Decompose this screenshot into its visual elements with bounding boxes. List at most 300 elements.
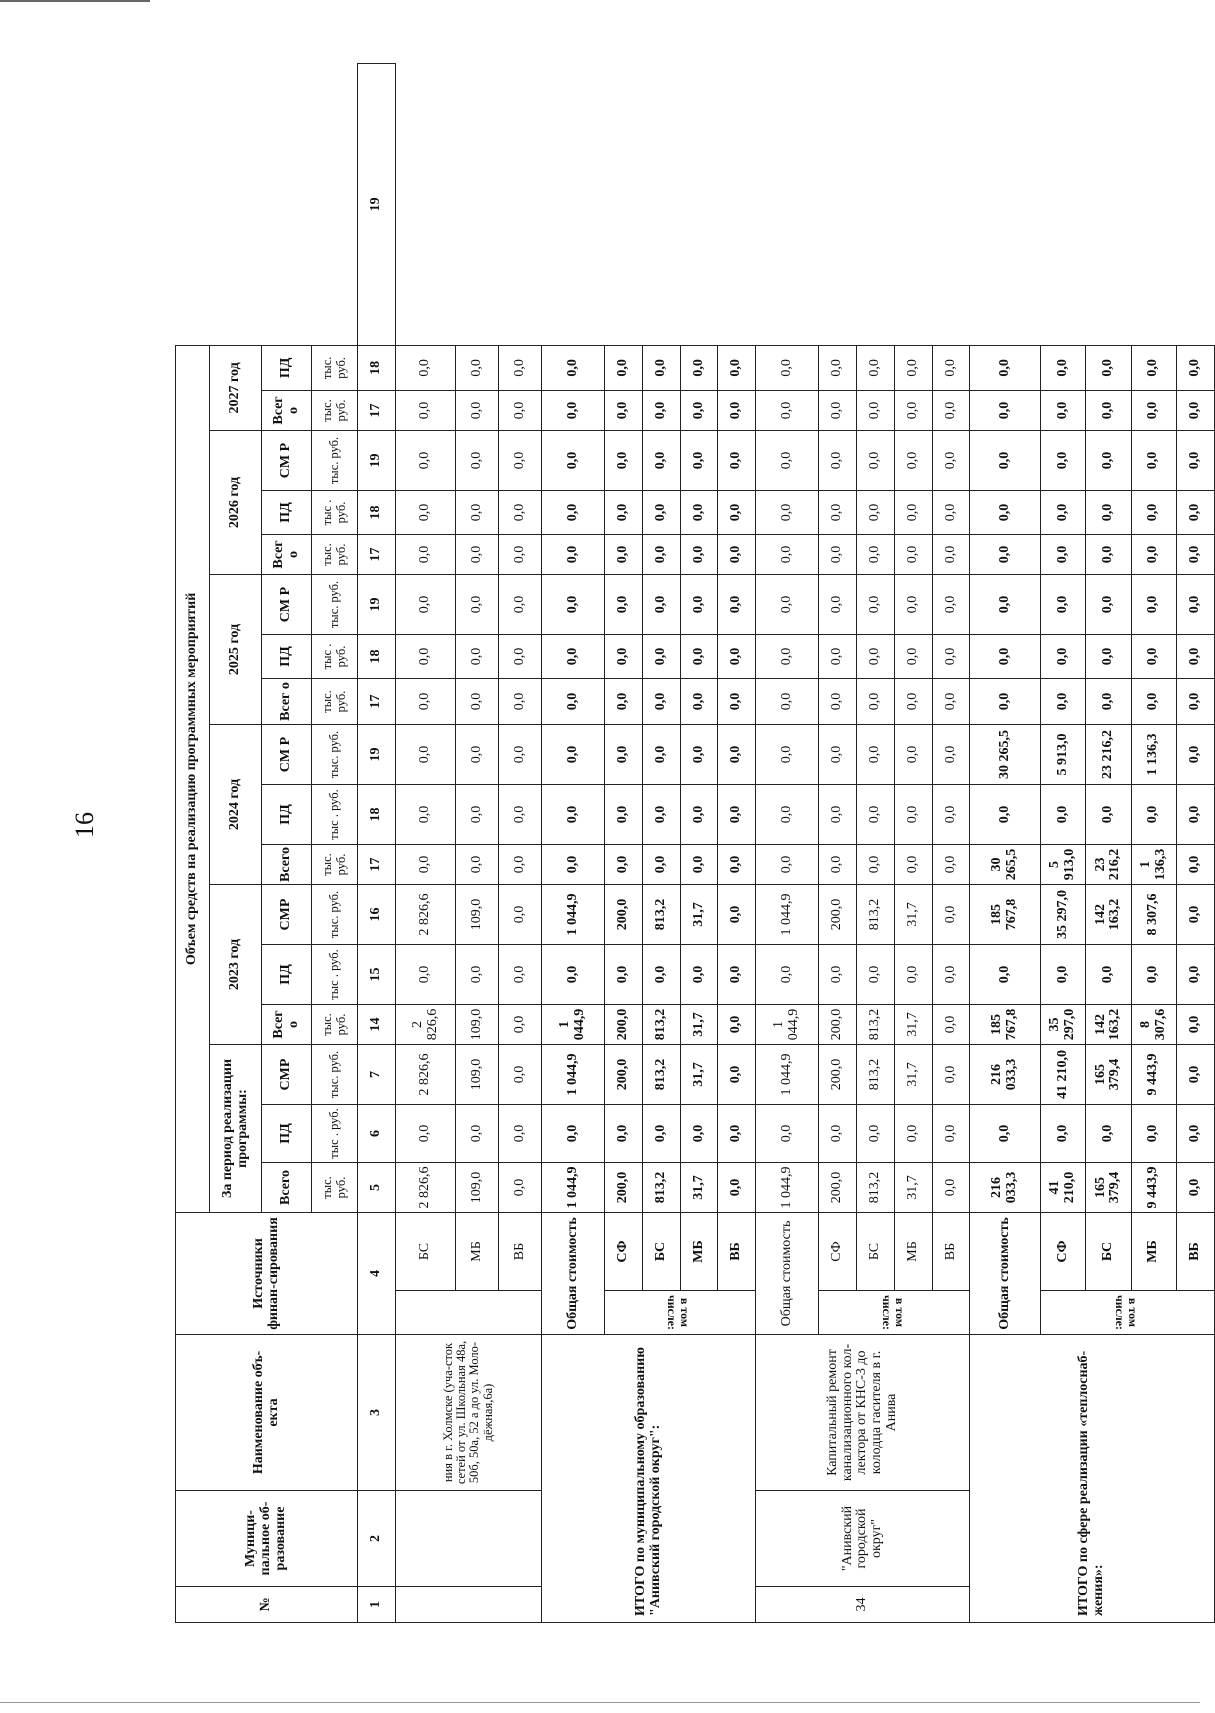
value-cell: 0,0 <box>642 944 680 1004</box>
value-cell: 23 216,2 <box>1086 724 1131 784</box>
value-cell: 0,0 <box>642 1104 680 1162</box>
value-cell: 31,7 <box>894 1162 932 1212</box>
value-cell: 0,0 <box>680 574 718 634</box>
value-cell: 0,0 <box>856 430 894 490</box>
value-cell: 31,7 <box>680 1044 718 1104</box>
value-cell: 0,0 <box>541 534 604 574</box>
unit-cell: тыс. руб. <box>312 844 358 884</box>
cell-municipality <box>395 1491 541 1587</box>
value-cell: 0,0 <box>499 534 542 574</box>
header-year-2027: 2027 год <box>210 345 262 430</box>
unit-cell: тыс. руб. <box>312 534 358 574</box>
source-cell: ВБ <box>932 1212 970 1290</box>
value-cell: 0,0 <box>604 678 642 724</box>
value-cell: 0,0 <box>718 430 756 490</box>
value-cell: 0,0 <box>819 844 857 884</box>
value-cell: 813,2 <box>856 1162 894 1212</box>
value-cell: 0,0 <box>499 844 542 884</box>
value-cell: 0,0 <box>819 724 857 784</box>
value-cell: 0,0 <box>970 944 1041 1004</box>
value-cell: 0,0 <box>932 430 970 490</box>
value-cell: 0,0 <box>970 390 1041 430</box>
value-cell: 0,0 <box>970 345 1041 390</box>
value-cell: 2 826,6 <box>395 1162 455 1212</box>
value-cell: 813,2 <box>642 884 680 944</box>
value-cell: 0,0 <box>456 574 499 634</box>
value-cell: 9 443,9 <box>1131 1162 1176 1212</box>
table-row <box>395 64 455 1623</box>
value-cell: 0,0 <box>718 634 756 678</box>
object-a-name: ния в г. Холмске (уча-сток сетей от ул. Школьная 48а, 50б, 50а, 52 а до ул. Моло-дёжная,6а) <box>395 1335 541 1491</box>
scan-edge-line <box>0 0 150 2</box>
value-cell: 0,0 <box>1040 490 1085 534</box>
sub-total: Всег о <box>262 534 312 574</box>
value-cell: 0,0 <box>1040 534 1085 574</box>
value-cell: 0,0 <box>819 534 857 574</box>
itogo-aniva-title: ИТОГО по муниципальному образованию "Анивский городской округ": <box>541 1335 755 1623</box>
value-cell: 0,0 <box>642 634 680 678</box>
source-cell: МБ <box>456 1212 499 1290</box>
sub-smr: СМ Р <box>262 574 312 634</box>
value-cell: 0,0 <box>642 490 680 534</box>
col-number: 6 <box>358 1104 396 1162</box>
value-cell: 0,0 <box>856 634 894 678</box>
value-cell: 0,0 <box>680 844 718 884</box>
value-cell: 0,0 <box>1086 430 1131 490</box>
value-cell: 0,0 <box>756 634 819 678</box>
value-cell: 0,0 <box>395 490 455 534</box>
value-cell: 0,0 <box>642 574 680 634</box>
col-number: 18 <box>358 345 396 390</box>
object-34-name: Капитальный ремонт канализационного кол-лектора от КНС-3 до колодца гасителя в г. Анива <box>756 1335 970 1491</box>
value-cell: 0,0 <box>932 1104 970 1162</box>
value-cell: 0,0 <box>856 345 894 390</box>
sub-total: Всег о <box>262 390 312 430</box>
value-cell: 0,0 <box>1040 944 1085 1004</box>
value-cell: 0,0 <box>499 345 542 390</box>
itogo-heat-title: ИТОГО по сфере реализации «теплоснаб-жения»: <box>970 1335 1215 1623</box>
value-cell: 200,0 <box>604 884 642 944</box>
page-number: 16 <box>70 812 99 838</box>
cell-no <box>395 1587 541 1623</box>
value-cell: 0,0 <box>1040 784 1085 844</box>
value-cell: 0,0 <box>718 1044 756 1104</box>
value-cell: 0,0 <box>856 844 894 884</box>
value-cell: 0,0 <box>1176 784 1214 844</box>
value-cell: 0,0 <box>1131 490 1176 534</box>
value-cell: 0,0 <box>499 1004 542 1044</box>
col-number: 1 <box>358 1587 396 1623</box>
value-cell: 0,0 <box>718 345 756 390</box>
value-cell: 2 826,6 <box>395 1004 455 1044</box>
value-cell: 41 210,0 <box>1040 1162 1085 1212</box>
value-cell: 41 210,0 <box>1040 1044 1085 1104</box>
value-cell: 0,0 <box>756 678 819 724</box>
value-cell: 0,0 <box>819 1104 857 1162</box>
value-cell: 0,0 <box>756 574 819 634</box>
value-cell: 0,0 <box>894 678 932 724</box>
header-no: № <box>176 1587 358 1623</box>
value-cell: 0,0 <box>604 844 642 884</box>
col-number: 4 <box>358 1212 396 1334</box>
value-cell: 0,0 <box>756 534 819 574</box>
value-cell: 1 136,3 <box>1131 724 1176 784</box>
source-cell: БС <box>1086 1212 1131 1290</box>
value-cell: 142 163,2 <box>1086 884 1131 944</box>
value-cell: 9 443,9 <box>1131 1044 1176 1104</box>
value-cell: 0,0 <box>642 784 680 844</box>
value-cell: 109,0 <box>456 884 499 944</box>
value-cell: 200,0 <box>819 1044 857 1104</box>
value-cell: 0,0 <box>1086 534 1131 574</box>
value-cell: 0,0 <box>970 1104 1041 1162</box>
including-label: в том числе: <box>1040 1291 1214 1335</box>
value-cell: 35 297,0 <box>1040 1004 1085 1044</box>
source-cell: МБ <box>1131 1212 1176 1290</box>
header-year-2026: 2026 год <box>210 430 262 574</box>
header-funding-source: Источники финан-сирования <box>176 1212 358 1334</box>
value-cell: 0,0 <box>894 390 932 430</box>
object-34-no: 34 <box>756 1587 970 1623</box>
value-cell: 0,0 <box>1176 345 1214 390</box>
source-cell: МБ <box>680 1212 718 1290</box>
value-cell: 0,0 <box>541 574 604 634</box>
value-cell: 0,0 <box>395 784 455 844</box>
value-cell: 0,0 <box>1131 944 1176 1004</box>
value-cell: 0,0 <box>970 784 1041 844</box>
value-cell: 0,0 <box>1176 678 1214 724</box>
value-cell: 0,0 <box>456 784 499 844</box>
value-cell: 0,0 <box>456 390 499 430</box>
value-cell: 0,0 <box>604 1104 642 1162</box>
value-cell: 0,0 <box>499 884 542 944</box>
value-cell: 0,0 <box>541 634 604 678</box>
value-cell: 0,0 <box>642 844 680 884</box>
value-cell: 0,0 <box>1086 944 1131 1004</box>
value-cell: 0,0 <box>1040 430 1085 490</box>
value-cell: 0,0 <box>894 634 932 678</box>
value-cell: 0,0 <box>1040 1104 1085 1162</box>
value-cell: 2 826,6 <box>395 884 455 944</box>
value-cell: 1 044,9 <box>756 1004 819 1044</box>
value-cell: 0,0 <box>718 534 756 574</box>
source-cell: СФ <box>1040 1212 1085 1290</box>
value-cell: 0,0 <box>1040 678 1085 724</box>
value-cell: 0,0 <box>499 724 542 784</box>
value-cell: 0,0 <box>1040 634 1085 678</box>
total-cost-label: Общая стоимость <box>970 1212 1041 1334</box>
value-cell: 0,0 <box>499 678 542 724</box>
sub-pd: ПД <box>262 784 312 844</box>
value-cell: 0,0 <box>932 1004 970 1044</box>
value-cell: 0,0 <box>970 490 1041 534</box>
value-cell: 0,0 <box>970 534 1041 574</box>
value-cell: 0,0 <box>456 490 499 534</box>
value-cell: 109,0 <box>456 1044 499 1104</box>
source-cell: СФ <box>819 1212 857 1290</box>
value-cell: 0,0 <box>604 490 642 534</box>
value-cell: 0,0 <box>894 490 932 534</box>
value-cell: 0,0 <box>1176 1162 1214 1212</box>
value-cell: 0,0 <box>604 944 642 1004</box>
value-cell: 0,0 <box>541 784 604 844</box>
value-cell: 0,0 <box>604 784 642 844</box>
cell-blank <box>395 1291 541 1335</box>
value-cell: 0,0 <box>932 390 970 430</box>
value-cell: 0,0 <box>718 884 756 944</box>
value-cell: 0,0 <box>642 534 680 574</box>
value-cell: 0,0 <box>932 574 970 634</box>
value-cell: 200,0 <box>819 1004 857 1044</box>
unit-cell: тыс. руб. <box>312 678 358 724</box>
value-cell: 0,0 <box>395 390 455 430</box>
value-cell: 0,0 <box>1086 390 1131 430</box>
value-cell: 0,0 <box>395 574 455 634</box>
value-cell: 35 297,0 <box>1040 884 1085 944</box>
unit-cell: тыс. руб. <box>312 574 358 634</box>
sub-pd: ПД <box>262 634 312 678</box>
value-cell: 8 307,6 <box>1131 884 1176 944</box>
value-cell: 0,0 <box>680 390 718 430</box>
col-number: 17 <box>358 534 396 574</box>
col-number: 18 <box>358 490 396 534</box>
value-cell: 0,0 <box>456 634 499 678</box>
value-cell: 0,0 <box>932 534 970 574</box>
header-volume: Объем средств на реализацию программных мероприятий <box>176 345 210 1212</box>
value-cell: 813,2 <box>642 1162 680 1212</box>
value-cell: 200,0 <box>819 884 857 944</box>
col-number: 14 <box>358 1004 396 1044</box>
value-cell: 0,0 <box>718 678 756 724</box>
col-number: 16 <box>358 884 396 944</box>
value-cell: 0,0 <box>1131 390 1176 430</box>
value-cell: 0,0 <box>499 944 542 1004</box>
value-cell: 0,0 <box>819 944 857 1004</box>
value-cell: 216 033,3 <box>970 1044 1041 1104</box>
value-cell: 0,0 <box>541 490 604 534</box>
value-cell: 0,0 <box>541 678 604 724</box>
value-cell: 0,0 <box>541 844 604 884</box>
value-cell: 109,0 <box>456 1004 499 1044</box>
value-cell: 165 379,4 <box>1086 1044 1131 1104</box>
value-cell: 0,0 <box>819 678 857 724</box>
value-cell: 0,0 <box>856 1104 894 1162</box>
value-cell: 0,0 <box>680 345 718 390</box>
value-cell: 0,0 <box>756 784 819 844</box>
value-cell: 0,0 <box>756 724 819 784</box>
value-cell: 0,0 <box>604 534 642 574</box>
value-cell: 0,0 <box>718 724 756 784</box>
value-cell: 200,0 <box>604 1044 642 1104</box>
value-cell: 0,0 <box>819 490 857 534</box>
value-cell: 0,0 <box>894 534 932 574</box>
value-cell: 185 767,8 <box>970 884 1041 944</box>
value-cell: 0,0 <box>499 390 542 430</box>
value-cell: 0,0 <box>642 724 680 784</box>
value-cell: 0,0 <box>932 944 970 1004</box>
value-cell: 0,0 <box>894 1104 932 1162</box>
value-cell: 0,0 <box>456 844 499 884</box>
col-number: 7 <box>358 1044 396 1104</box>
col-number: 19 <box>358 64 396 346</box>
value-cell: 0,0 <box>1086 574 1131 634</box>
value-cell: 0,0 <box>932 634 970 678</box>
value-cell: 0,0 <box>932 1162 970 1212</box>
value-cell: 0,0 <box>499 1162 542 1212</box>
value-cell: 0,0 <box>395 1104 455 1162</box>
col-number: 19 <box>358 430 396 490</box>
value-cell: 0,0 <box>642 390 680 430</box>
col-number: 17 <box>358 390 396 430</box>
value-cell: 0,0 <box>1176 844 1214 884</box>
value-cell: 23 216,2 <box>1086 844 1131 884</box>
sub-pd: ПД <box>262 345 312 390</box>
value-cell: 0,0 <box>718 1104 756 1162</box>
value-cell: 0,0 <box>456 430 499 490</box>
value-cell: 0,0 <box>541 724 604 784</box>
value-cell: 0,0 <box>718 844 756 884</box>
value-cell: 0,0 <box>718 390 756 430</box>
value-cell: 31,7 <box>894 1004 932 1044</box>
value-cell: 142 163,2 <box>1086 1004 1131 1044</box>
value-cell: 200,0 <box>604 1004 642 1044</box>
value-cell: 0,0 <box>970 574 1041 634</box>
value-cell: 0,0 <box>395 430 455 490</box>
value-cell: 0,0 <box>642 430 680 490</box>
value-cell: 0,0 <box>932 724 970 784</box>
value-cell: 0,0 <box>756 1104 819 1162</box>
value-cell: 0,0 <box>718 944 756 1004</box>
source-cell: СФ <box>604 1212 642 1290</box>
value-cell: 0,0 <box>756 390 819 430</box>
value-cell: 0,0 <box>456 534 499 574</box>
value-cell: 0,0 <box>932 784 970 844</box>
header-object-name: Наименование объ-екта <box>176 1335 358 1491</box>
col-number: 19 <box>358 724 396 784</box>
value-cell: 1 136,3 <box>1131 844 1176 884</box>
value-cell: 0,0 <box>395 345 455 390</box>
value-cell: 0,0 <box>718 784 756 844</box>
value-cell: 0,0 <box>1131 678 1176 724</box>
value-cell: 0,0 <box>499 430 542 490</box>
header-year-2023: 2023 год <box>210 884 262 1044</box>
rotated-table-wrapper <box>175 63 1215 1623</box>
value-cell: 0,0 <box>1086 1104 1131 1162</box>
col-number: 3 <box>358 1335 396 1491</box>
unit-cell: тыс. руб. <box>312 1162 358 1212</box>
value-cell: 0,0 <box>1086 784 1131 844</box>
value-cell: 200,0 <box>819 1162 857 1212</box>
value-cell: 1 044,9 <box>756 1162 819 1212</box>
value-cell: 0,0 <box>856 490 894 534</box>
value-cell: 0,0 <box>856 574 894 634</box>
unit-cell: тыс. руб. <box>312 345 358 390</box>
value-cell: 813,2 <box>856 1044 894 1104</box>
value-cell: 0,0 <box>1176 884 1214 944</box>
unit-cell: тыс. руб. <box>312 430 358 490</box>
value-cell: 1 044,9 <box>756 884 819 944</box>
value-cell: 0,0 <box>541 430 604 490</box>
sub-smr: СМ Р <box>262 430 312 490</box>
value-cell: 0,0 <box>1176 724 1214 784</box>
value-cell: 1 044,9 <box>541 1004 604 1044</box>
value-cell: 0,0 <box>680 724 718 784</box>
unit-cell: тыс . руб. <box>312 944 358 1004</box>
value-cell: 813,2 <box>642 1004 680 1044</box>
value-cell: 0,0 <box>456 678 499 724</box>
value-cell: 0,0 <box>1131 430 1176 490</box>
value-cell: 0,0 <box>970 430 1041 490</box>
value-cell: 0,0 <box>541 1104 604 1162</box>
source-cell: БС <box>395 1212 455 1290</box>
value-cell: 0,0 <box>1131 1104 1176 1162</box>
value-cell: 0,0 <box>718 574 756 634</box>
sub-total: Всего <box>262 1162 312 1212</box>
source-cell: БС <box>642 1212 680 1290</box>
value-cell: 0,0 <box>756 345 819 390</box>
col-number: 17 <box>358 844 396 884</box>
value-cell: 0,0 <box>456 345 499 390</box>
value-cell: 109,0 <box>456 1162 499 1212</box>
sub-smr: СМ Р <box>262 724 312 784</box>
value-cell: 0,0 <box>756 944 819 1004</box>
value-cell: 0,0 <box>894 345 932 390</box>
value-cell: 31,7 <box>894 884 932 944</box>
header-year-2025: 2025 год <box>210 574 262 724</box>
value-cell: 1 044,9 <box>756 1044 819 1104</box>
value-cell: 0,0 <box>1040 390 1085 430</box>
value-cell: 0,0 <box>395 724 455 784</box>
sub-total: Всего <box>262 844 312 884</box>
value-cell: 0,0 <box>604 574 642 634</box>
sub-smr: СМР <box>262 1044 312 1104</box>
unit-cell: тыс. руб. <box>312 884 358 944</box>
value-cell: 0,0 <box>1131 534 1176 574</box>
value-cell: 0,0 <box>1176 944 1214 1004</box>
value-cell: 0,0 <box>1176 430 1214 490</box>
value-cell: 0,0 <box>856 724 894 784</box>
value-cell: 813,2 <box>856 1004 894 1044</box>
value-cell: 0,0 <box>856 678 894 724</box>
table-row <box>756 64 819 1623</box>
value-cell: 216 033,3 <box>970 1162 1041 1212</box>
value-cell: 0,0 <box>604 345 642 390</box>
value-cell: 0,0 <box>395 634 455 678</box>
value-cell: 0,0 <box>932 844 970 884</box>
value-cell: 0,0 <box>604 724 642 784</box>
value-cell: 0,0 <box>1086 678 1131 724</box>
including-label: в том числе: <box>604 1291 755 1335</box>
value-cell: 0,0 <box>499 490 542 534</box>
value-cell: 0,0 <box>856 390 894 430</box>
value-cell: 0,0 <box>541 345 604 390</box>
value-cell: 30 265,5 <box>970 844 1041 884</box>
source-cell: БС <box>856 1212 894 1290</box>
sub-total: Всег о <box>262 1004 312 1044</box>
sub-smr: СМР <box>262 884 312 944</box>
value-cell: 0,0 <box>1086 634 1131 678</box>
value-cell: 0,0 <box>1176 390 1214 430</box>
object-34-municipality: "Анивский городской округ" <box>756 1491 970 1587</box>
unit-cell: тыс. руб. <box>312 1044 358 1104</box>
value-cell: 1 044,9 <box>541 1044 604 1104</box>
value-cell: 1 044,9 <box>541 1162 604 1212</box>
value-cell: 0,0 <box>1176 534 1214 574</box>
value-cell: 0,0 <box>395 678 455 724</box>
value-cell: 0,0 <box>819 345 857 390</box>
value-cell: 0,0 <box>932 678 970 724</box>
value-cell: 0,0 <box>932 884 970 944</box>
